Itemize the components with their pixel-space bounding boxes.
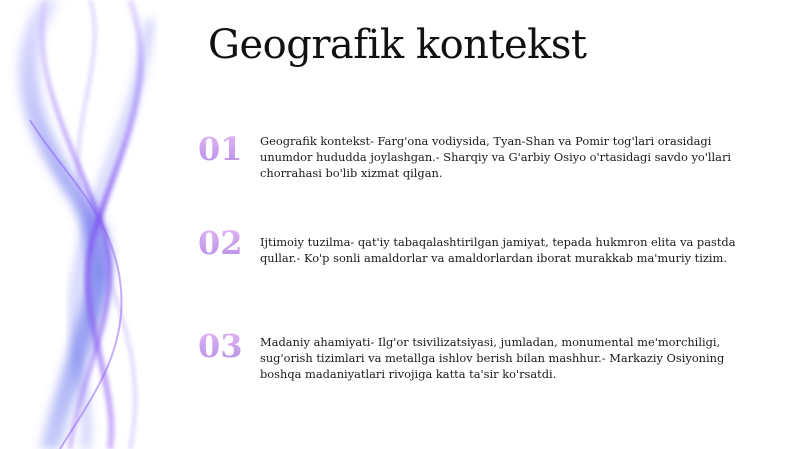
item-text: Ijtimoiy tuzilma- qat'iy tabaqalashtirilgan jamiyat, tepada hukmron elita va pastda qullar.- Ko'p sonli amaldorlar va amaldorlardan iborat murakkab ma'muriy tizim. xyxy=(260,235,736,265)
item-text: Madaniy ahamiyati- Ilg'or tsivilizatsiyasi, jumladan, monumental me'morchiligi, sug'orish tizimlari va metallga ishlov berish bilan mashhur.- Markaziy Osiyoning boshqa madaniyatlari rivojiga katta ta'sir ko'rsatdi. xyxy=(260,335,725,381)
item-number: 03 xyxy=(198,327,248,365)
item-text: Geografik kontekst- Farg'ona vodiysida, Tyan-Shan va Pomir tog'lari orasidagi unumdor hududda joylashgan.- Sharqiy va G'arbiy Osiyo o'rtasidagi savdo yo'llari chorrahasi bo'lib xizmat qilgan. xyxy=(260,134,732,180)
smoke-ribbon-decoration xyxy=(0,0,200,449)
item-number: 01 xyxy=(198,130,248,168)
item-number: 02 xyxy=(198,224,248,262)
slide-title: Geografik kontekst xyxy=(208,22,587,68)
